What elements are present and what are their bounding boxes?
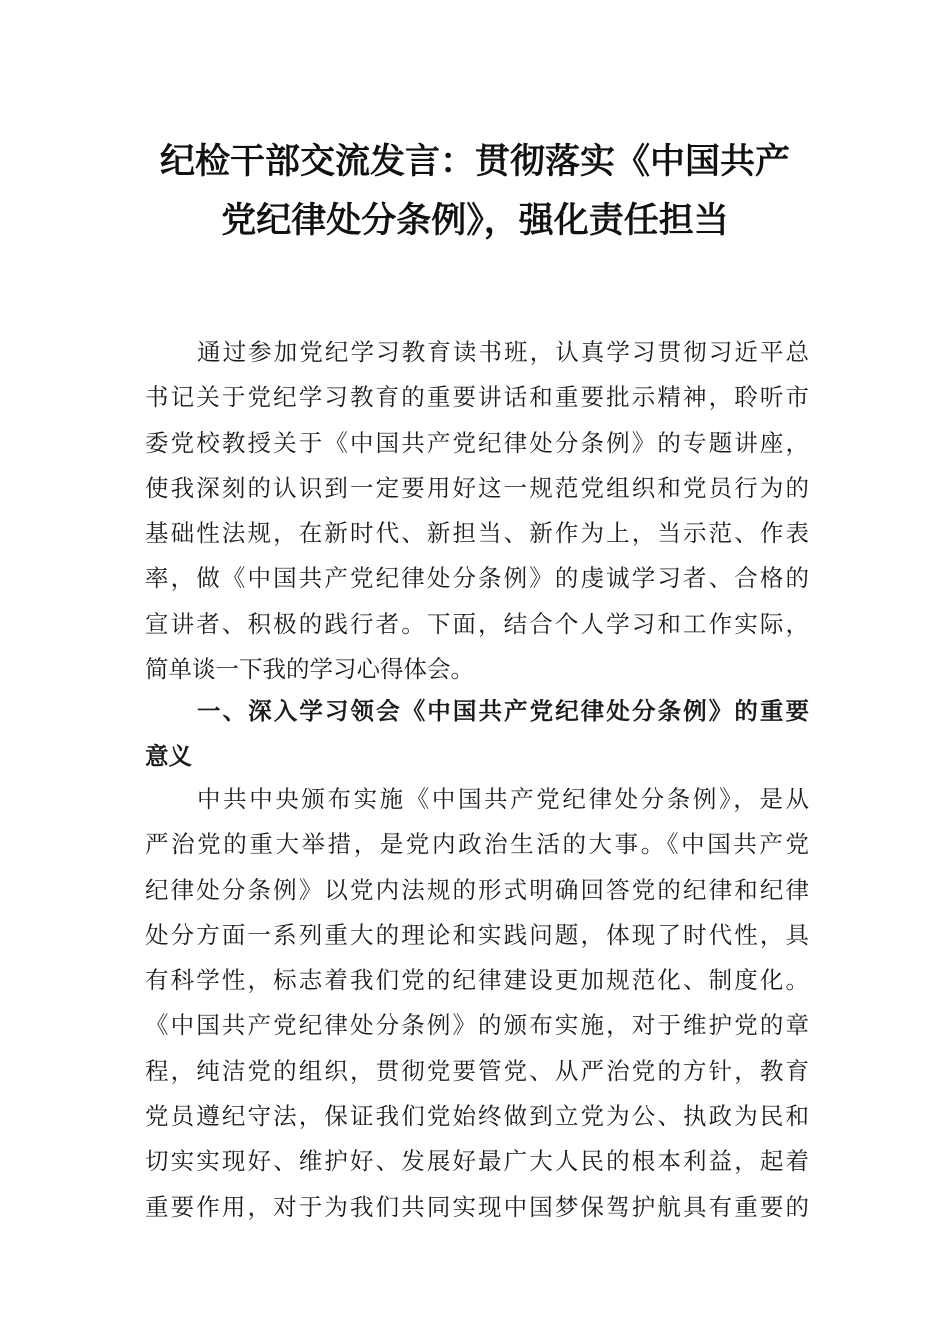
paragraph-line: 基础性法规，在新时代、新担当、新作为上，当示范、作表	[145, 519, 809, 548]
paragraph-line: 《中国共产党纪律处分条例》的颁布实施，对于维护党的章	[145, 1011, 809, 1040]
paragraph-significance	[145, 777, 809, 1230]
heading-line: 一、深入学习领会《中国共产党纪律处分条例》的重要	[197, 697, 809, 725]
paragraph-line: 中共中央颁布实施《中国共产党纪律处分条例》，是从	[197, 785, 809, 813]
paragraph-line: 严治党的重大举措，是党内政治生活的大事。《中国共产党	[145, 830, 809, 859]
paragraph-line: 委党校教授关于《中国共产党纪律处分条例》的专题讲座，	[145, 428, 809, 457]
title-line: 党纪律处分条例》，强化责任担当	[221, 200, 729, 241]
paragraph-line: 纪律处分条例》以党内法规的形式明确回答党的纪律和纪律	[145, 875, 809, 904]
title-line: 纪检干部交流发言：贯彻落实《中国共产	[159, 141, 790, 182]
paragraph-line: 通过参加党纪学习教育读书班，认真学习贯彻习近平总	[197, 338, 809, 366]
paragraph-intro	[145, 330, 809, 692]
paragraph-line: 重要作用，对于为我们共同实现中国梦保驾护航具有重要的	[145, 1192, 809, 1221]
paragraph-line: 简单谈一下我的学习心得体会。	[145, 655, 474, 684]
heading-line: 意义	[145, 742, 192, 771]
paragraph-line: 切实实现好、维护好、发展好最广大人民的根本利益，起着	[145, 1147, 809, 1176]
paragraph-line: 使我深刻的认识到一定要用好这一规范党组织和党员行为的	[145, 473, 809, 502]
paragraph-line: 处分方面一系列重大的理论和实践问题，体现了时代性，具	[145, 920, 809, 949]
paragraph-line: 有科学性，标志着我们党的纪律建设更加规范化、制度化。	[145, 966, 809, 995]
section-heading-1	[145, 689, 809, 780]
paragraph-line: 程，纯洁党的组织，贯彻党要管党、从严治党的方针，教育	[145, 1056, 809, 1085]
document-title	[145, 132, 805, 250]
paragraph-line: 书记关于党纪学习教育的重要讲话和重要批示精神，聆听市	[145, 383, 809, 412]
paragraph-line: 宣讲者、积极的践行者。下面，结合个人学习和工作实际，	[145, 609, 809, 638]
paragraph-line: 党员遵纪守法，保证我们党始终做到立党为公、执政为民和	[145, 1102, 809, 1131]
paragraph-line: 率，做《中国共产党纪律处分条例》的虔诚学习者、合格的	[145, 564, 809, 593]
